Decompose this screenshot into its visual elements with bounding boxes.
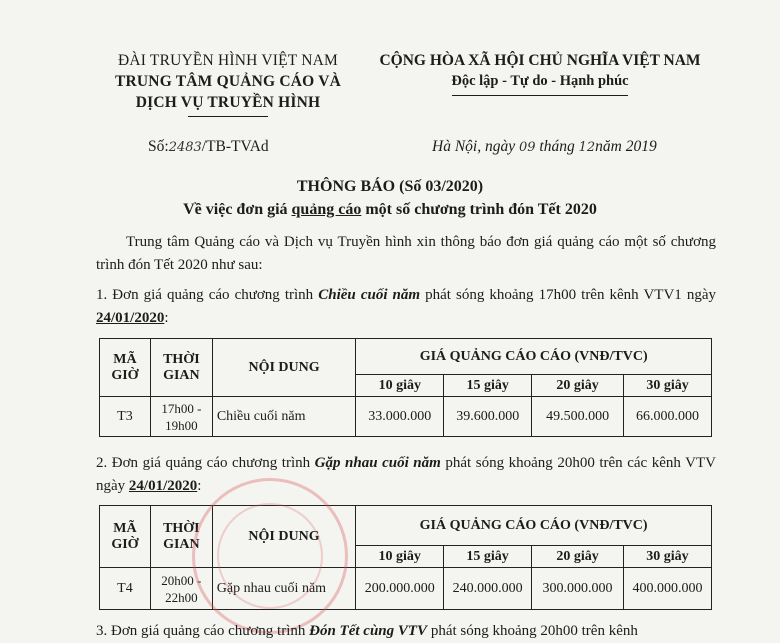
item2-text-2: phát sóng khoảng 20h00 trên các kênh VTV ngày [96, 455, 716, 494]
cell-price-30s: 400.000.000 [624, 568, 712, 610]
issuer-header [78, 50, 378, 113]
national-motto: Độc lập - Tự do - Hạnh phúc [451, 73, 629, 89]
item3-program: Đón Tết cùng VTV [309, 623, 428, 639]
item-2 [96, 452, 716, 498]
header-code: MÃ GIỜ [100, 506, 151, 568]
place-date-text-1: Hà Nội, ngày [432, 138, 519, 155]
item2-text-3: : [197, 478, 202, 494]
item1-program: Chiều cuối năm [318, 287, 421, 303]
notice-subject [0, 201, 780, 219]
item1-text-3: : [164, 310, 169, 326]
cell-price-10s: 33.000.000 [356, 397, 444, 437]
date-month: 12 [578, 140, 596, 155]
intro-text: Trung tâm Quảng cáo và Dịch vụ Truyền hình xin thông báo đơn giá quảng cáo một số chương trình đón Tết 2020 như sau: [96, 234, 716, 273]
subject-underlined: quảng cáo [291, 201, 362, 218]
item2-program: Gặp nhau cuối năm [314, 455, 441, 471]
item3-text-1: 3. Đơn giá quảng cáo chương trình [96, 623, 310, 639]
header-30s: 30 giây [624, 546, 712, 568]
doc-number-suffix: /TB-TVAd [201, 138, 269, 155]
place-date [432, 138, 657, 156]
price-table-1 [99, 338, 712, 437]
header-content: NỘI DUNG [212, 506, 355, 568]
item2-date: 24/01/2020 [128, 478, 198, 494]
cell-content: Gặp nhau cuối năm [212, 568, 355, 610]
header-content: NỘI DUNG [212, 339, 356, 397]
header-price: GIÁ QUẢNG CÁO CÁO (VNĐ/TVC) [356, 506, 712, 546]
cell-time: 17h00 - 19h00 [150, 397, 212, 437]
table-row [100, 397, 712, 437]
subject-text-1: Về việc đơn giá [183, 201, 292, 218]
header-30s: 30 giây [624, 375, 712, 397]
header-15s: 15 giây [444, 375, 532, 397]
item3-text-2: phát sóng khoảng 20h00 trên kênh [427, 623, 638, 639]
intro-paragraph [96, 231, 716, 277]
cell-price-20s: 300.000.000 [532, 568, 624, 610]
place-date-text-3: năm 2019 [595, 138, 657, 155]
item2-text-1: 2. Đơn giá quảng cáo chương trình [96, 455, 315, 471]
item-1 [96, 284, 716, 330]
issuer-underline [188, 116, 268, 117]
issuer-line-3: DỊCH VỤ TRUYỀN HÌNH [135, 94, 321, 111]
cell-price-15s: 39.600.000 [444, 397, 532, 437]
header-10s: 10 giây [356, 375, 444, 397]
issuer-line-2: TRUNG TÂM QUẢNG CÁO VÀ [114, 73, 341, 90]
cell-price-10s: 200.000.000 [356, 568, 444, 610]
subject-text-2: một số chương trình đón Tết 2020 [361, 201, 597, 218]
header-15s: 15 giây [444, 546, 532, 568]
cell-time: 20h00 - 22h00 [150, 568, 212, 610]
doc-number-handwritten: 2483 [168, 140, 202, 155]
header-time: THỜI GIAN [150, 339, 212, 397]
date-day: 09 [518, 140, 536, 155]
item1-date: 24/01/2020 [96, 310, 165, 326]
cell-price-20s: 49.500.000 [532, 397, 624, 437]
issuer-line-1: ĐÀI TRUYỀN HÌNH VIỆT NAM [117, 52, 339, 69]
place-date-text-2: tháng [535, 138, 579, 155]
table-row [100, 568, 712, 610]
notice-title: THÔNG BÁO (Số 03/2020) [296, 178, 484, 195]
national-title: CỘNG HÒA XÃ HỘI CHỦ NGHĨA VIỆT NAM [379, 52, 701, 69]
header-code: MÃ GIỜ [100, 339, 151, 397]
price-table-2 [99, 505, 712, 610]
cell-price-30s: 66.000.000 [624, 397, 712, 437]
cell-code: T4 [100, 568, 151, 610]
national-header [360, 50, 720, 92]
header-price: GIÁ QUẢNG CÁO CÁO (VNĐ/TVC) [356, 339, 712, 375]
motto-underline [452, 95, 628, 96]
cell-code: T3 [100, 397, 151, 437]
cell-price-15s: 240.000.000 [444, 568, 532, 610]
document-number [148, 138, 269, 156]
item1-text-2: phát sóng khoảng 17h00 trên kênh VTV1 ngày [420, 287, 717, 303]
header-20s: 20 giây [532, 375, 624, 397]
doc-number-prefix: Số: [148, 138, 169, 155]
item-3 [96, 620, 716, 643]
item1-text-1: 1. Đơn giá quảng cáo chương trình [96, 287, 319, 303]
header-20s: 20 giây [532, 546, 624, 568]
cell-content: Chiều cuối năm [212, 397, 356, 437]
header-time: THỜI GIAN [150, 506, 212, 568]
header-10s: 10 giây [356, 546, 444, 568]
